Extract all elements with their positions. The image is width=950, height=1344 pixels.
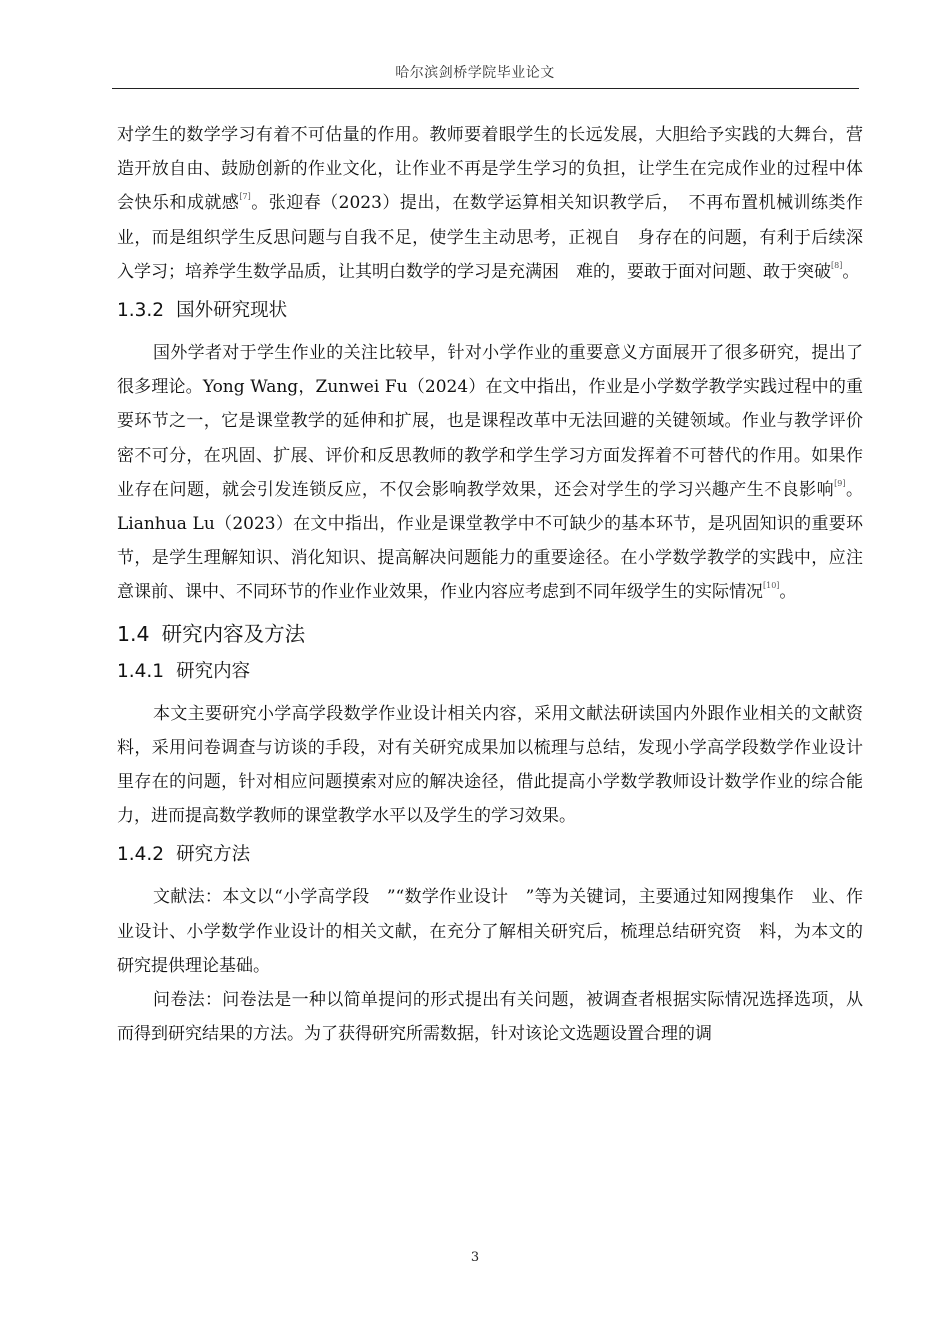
section-title: 研究方法 [176, 844, 251, 866]
text-run: 。Lianhua Lu（2023）在文中指出，作业是课堂教学中不可缺少的基本环节，是巩固知识的重要环节，是学生理解知识、消化知识、提高解决问题能力的重要途径。在小学数学教学的实践中，应注意课前、课中、不同环节的作业作业效果，作业内容应考虑到不同年级学生的实际情况 [117, 479, 864, 603]
text-run: 。 [779, 582, 797, 603]
section-number: 1.4.1 [117, 660, 165, 682]
text-run: 国外学者对于学生作业的关注比较早，针对小学作业的重要意义方面展开了很多研究，提出了很多理论。Yong Wang，Zunwei Fu（2024）在文中指出，作业是小学数学教学实践过程中的重要环节之一，它是课堂教学的延伸和扩展，也是课程改革中无法回避的关键领域。作业与教学评价密不可分，在巩固、扩展、评价和反思教师的教学和学生学习方面发挥着不可替代的作用。如果作业存在问题，就会引发连锁反应，不仅会影响教学效果，还会对学生的学习兴趣产生不良影响 [117, 343, 863, 500]
citation-9[interactable]: [9] [834, 478, 846, 488]
section-heading-1-4-2 [117, 843, 863, 867]
section-title: 研究内容及方法 [161, 621, 306, 646]
section-heading-1-4-1 [117, 660, 863, 684]
text-run: 。 [842, 261, 860, 282]
header-rule [112, 88, 859, 89]
running-header: 哈尔滨剑桥学院毕业论文 [395, 65, 555, 81]
citation-8[interactable]: [8] [831, 260, 843, 270]
section-heading-1-4 [117, 620, 863, 648]
section-number: 1.3.2 [117, 300, 165, 322]
page-number: 3 [470, 1250, 480, 1265]
citation-10[interactable]: [10] [763, 581, 780, 591]
citation-7[interactable]: [7] [239, 192, 251, 202]
paragraph-foreign-research [117, 336, 863, 610]
paragraph-literature-method: 文献法：本文以“小学高学段 ”“数学作业设计 ”等为关键词，主要通过知网搜集作 业、作业设计、小学数学作业设计的相关文献，在充分了解相关研究后，梳理总结研究资 料，为本文的研究提供理论基础。 [117, 887, 863, 976]
section-number: 1.4 [117, 621, 150, 646]
paragraph-domestic-research-continued [117, 118, 863, 289]
section-heading-1-3-2 [117, 299, 863, 323]
section-number: 1.4.2 [117, 844, 165, 866]
text-run: 。张迎春（2023）提出，在数学运算相关知识教学后， 不再布置机械训练类作业，而是组织学生反思问题与自我不足，使学生主动思考，正视自 身存在的问题，有利于后续深入学习；培养学生数学品质，让其明白数学的学习是充满困 难的，要敢于面对问题、敢于突破 [117, 193, 864, 282]
text-run: 对学生的数学学习有着不可估量的作用。教师要着眼学生的长远发展，大胆给予实践的大舞台，营造开放自由、鼓励创新的作业文化，让作业不再是学生学习的负担，让学生在完成作业的过程中体会快乐和成就感 [117, 125, 863, 214]
page-body [117, 118, 863, 1051]
section-title: 研究内容 [176, 660, 251, 682]
section-title: 国外研究现状 [176, 300, 288, 322]
paragraph-questionnaire-method: 问卷法：问卷法是一种以简单提问的形式提出有关问题，被调查者根据实际情况选择选项，从而得到研究结果的方法。为了获得研究所需数据，针对该论文选题设置合理的调 [117, 990, 863, 1045]
paragraph-research-content: 本文主要研究小学高学段数学作业设计相关内容，采用文献法研读国内外跟作业相关的文献资料，采用问卷调查与访谈的手段，对有关研究成果加以梳理与总结，发现小学高学段数学作业设计里存在的问题，针对相应问题摸索对应的解决途径，借此提高小学数学教师设计数学作业的综合能力，进而提高数学教师的课堂教学水平以及学生的学习效果。 [117, 703, 863, 827]
